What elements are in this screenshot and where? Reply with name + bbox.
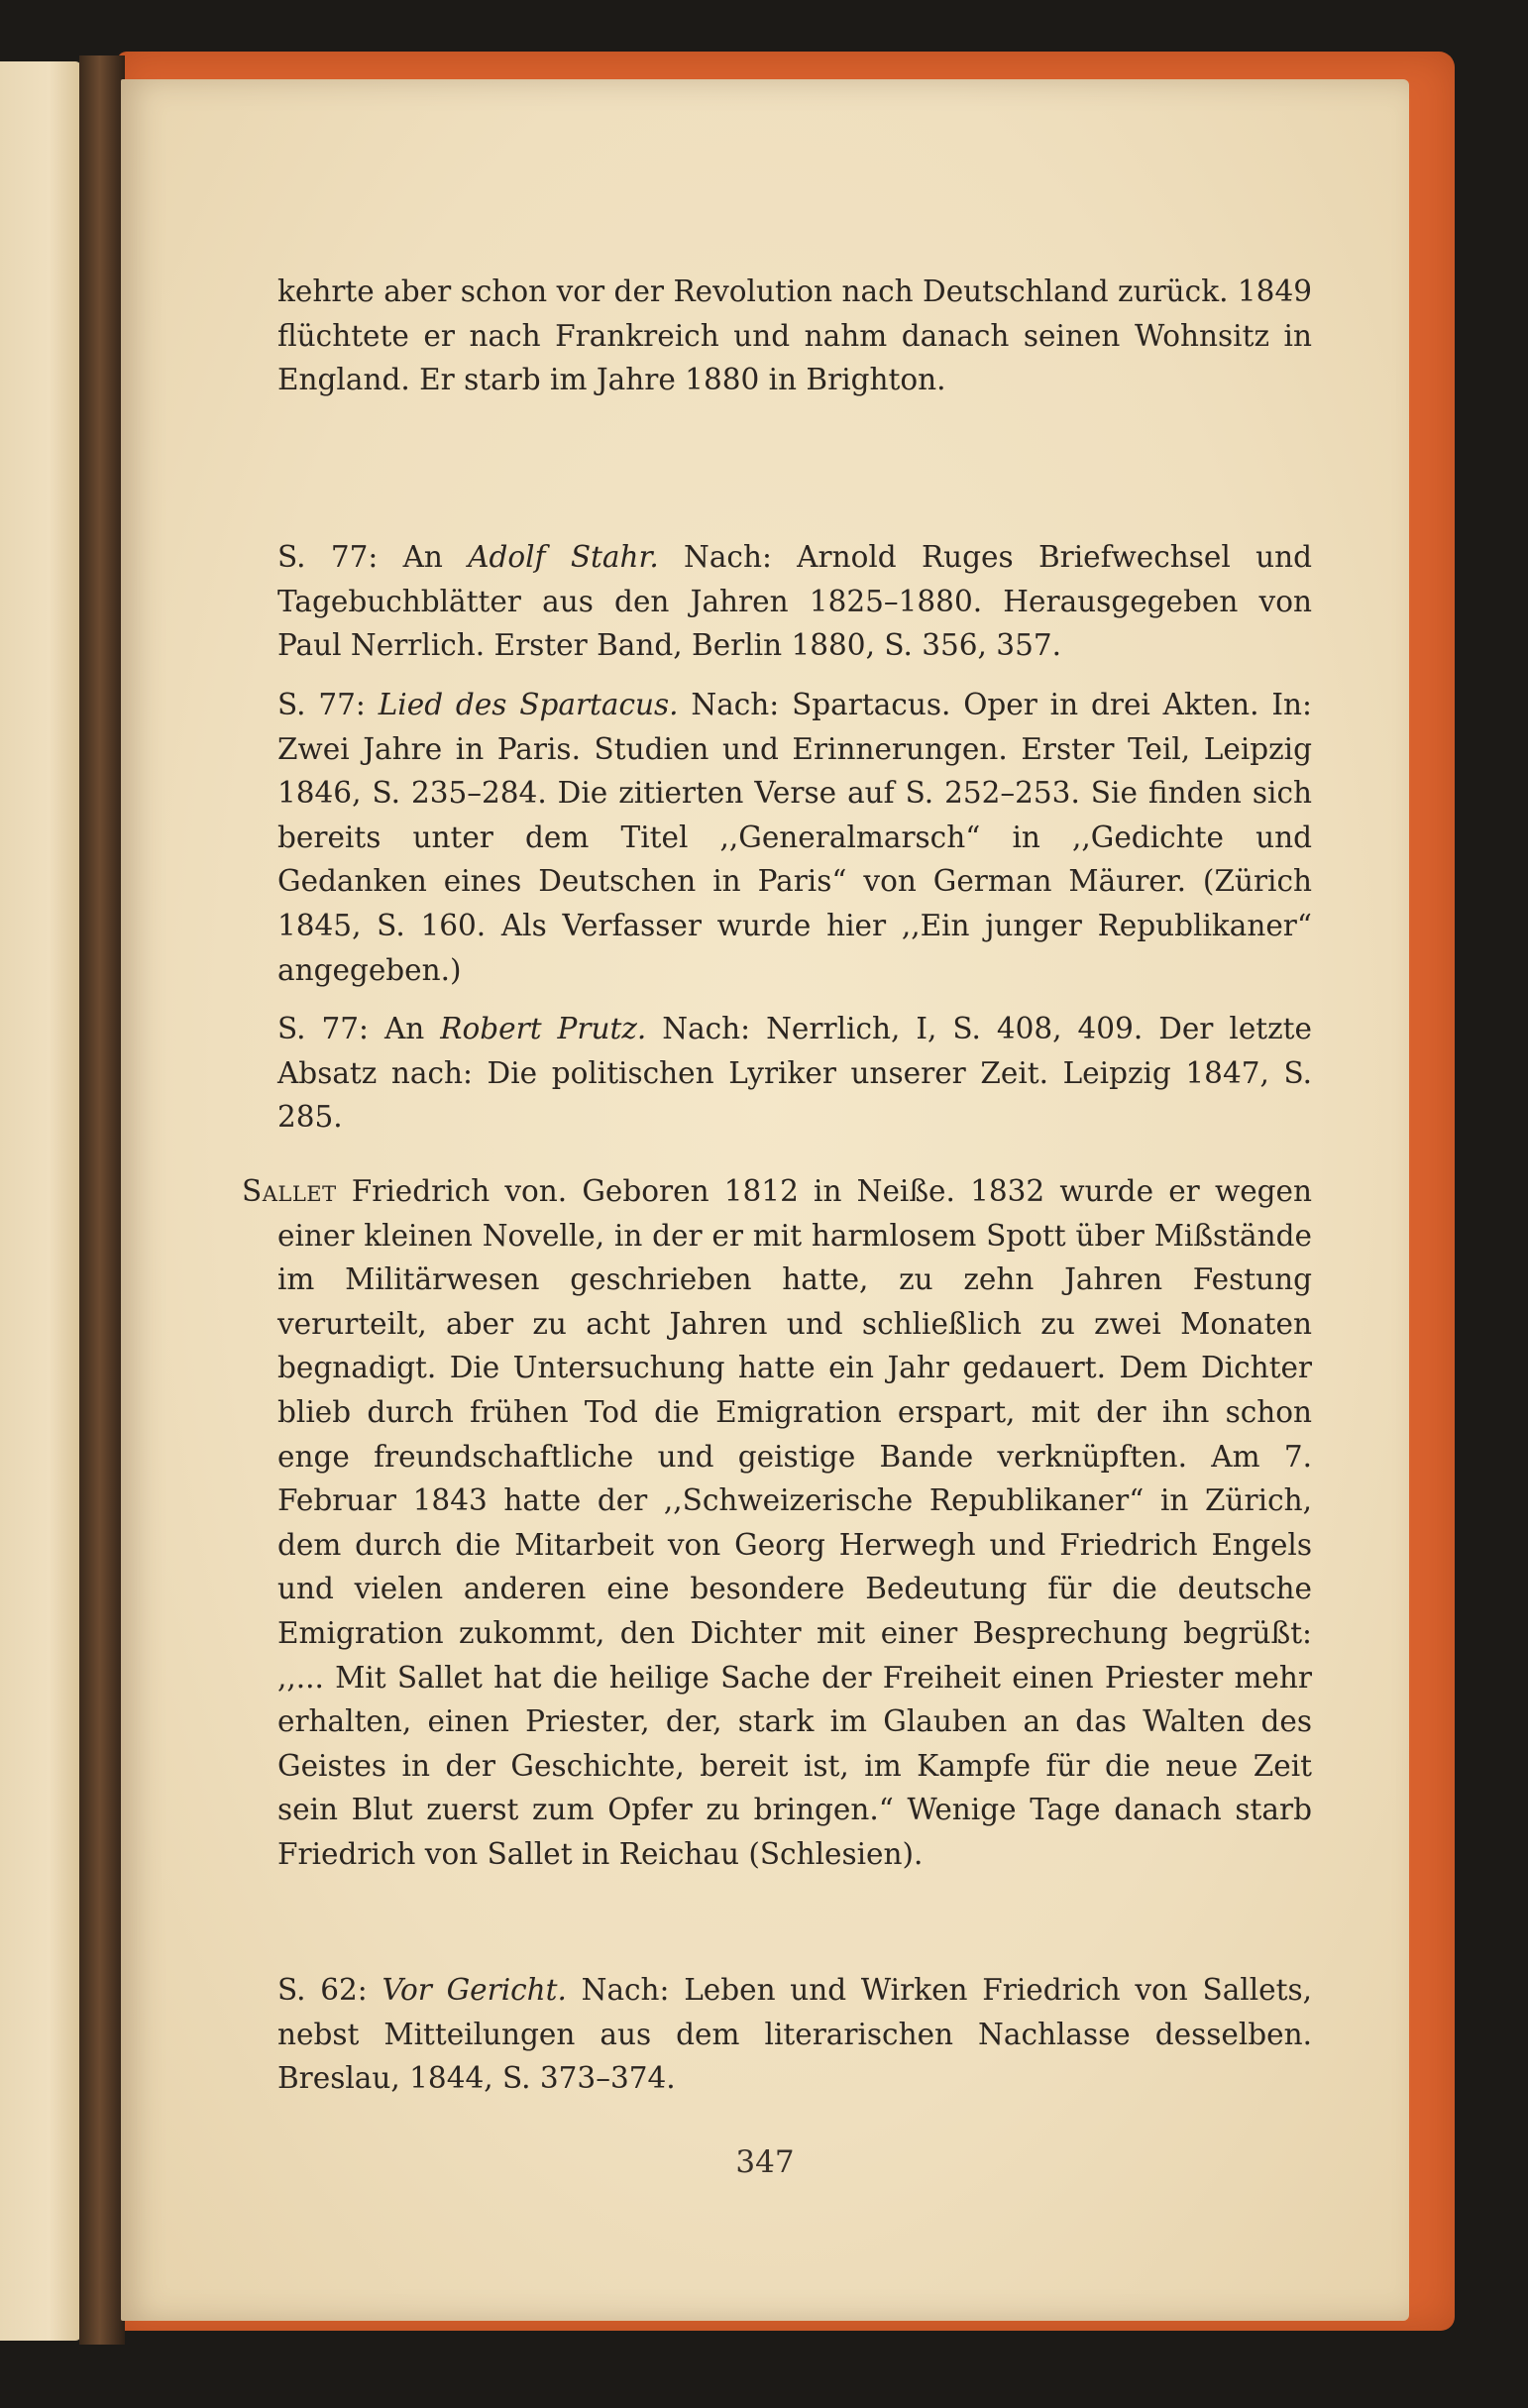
note-reference: S. 62: bbox=[277, 1973, 382, 2007]
entry-text: kehrte aber schon vor der Revolution nach Deutschland zurück. 1849 flüchtete er nach Frankreich und nahm danach seinen Wohnsitz in England. Er starb im Jahre 1880 in Brighton. bbox=[277, 274, 1312, 397]
note-title: Adolf Stahr. bbox=[468, 540, 659, 574]
entry-note-prutz bbox=[277, 1007, 1312, 1140]
book-page bbox=[121, 79, 1409, 2321]
note-reference: S. 77: An bbox=[277, 1012, 441, 1045]
book-gutter bbox=[79, 55, 125, 2345]
entry-note-stahr bbox=[277, 535, 1312, 668]
note-text: Nach: Arnold Ruges Briefwechsel und Tagebuchblätter aus den Jahren 1825–1880. Herausgegeben von Paul Nerrlich. Erster Band, Berlin 1880, S. 356, 357. bbox=[277, 540, 1312, 663]
note-text: Nach: Spartacus. Oper in drei Akten. In: Zwei Jahre in Paris. Studien und Erinnerungen. Erster Teil, Leipzig 1846, S. 235–284. Die zitierten Verse auf S. 252–253. Sie finden sich bereits unter dem Titel ,,Generalmarsch“ in ,,Gedichte und Gedanken eines Deutschen in Paris“ von German Mäurer. (Zürich 1845, S. 160. Als Verfasser wurde hier ,,Ein junger Republikaner“ angegeben.) bbox=[277, 688, 1312, 987]
note-title: Vor Gericht. bbox=[382, 1973, 567, 2007]
note-title: Lied des Spartacus. bbox=[378, 688, 679, 721]
left-page-edge bbox=[0, 61, 81, 2341]
entry-note-spartacus bbox=[277, 683, 1312, 992]
note-text: Nach: Nerrlich, I, S. 408, 409. Der letzte Absatz nach: Die politischen Lyriker unserer Zeit. Leipzig 1847, S. 285. bbox=[277, 1012, 1312, 1135]
page-number: 347 bbox=[735, 2144, 795, 2180]
note-title: Robert Prutz. bbox=[440, 1012, 647, 1045]
page-text bbox=[121, 79, 1409, 2321]
note-reference: S. 77: bbox=[277, 688, 379, 721]
entry-name: Sallet bbox=[242, 1174, 337, 1208]
note-reference: S. 77: An bbox=[277, 540, 469, 574]
entry-sallet bbox=[242, 1169, 1312, 1877]
entry-text: Friedrich von. Geboren 1812 in Neiße. 1832 wurde er wegen einer kleinen Novelle, in der er mit harmlosem Spott über Mißstände im Militärwesen geschrieben hatte, zu zehn Jahren Festung verurteilt, aber zu acht Jahren und schließlich zu zwei Monaten begnadigt. Die Untersuchung hatte ein Jahr gedauert. Dem Dichter blieb durch frühen Tod die Emigration erspart, mit der ihn schon enge freundschaftliche und geistige Bande verknüpften. Am 7. Februar 1843 hatte der ,,Schweizerische Republikaner“ in Zürich, dem durch die Mitarbeit von Georg Herwegh und Friedrich Engels und vielen anderen eine besondere Bedeutung für die deutsche Emigration zukommt, den Dichter mit einer Besprechung begrüßt: ,,... Mit Sallet hat die heilige Sache der Freiheit einen Priester mehr erhalten, einen Priester, der, stark im Glauben an das Walten des Geistes in der Geschichte, bereit ist, im Kampfe für die neue Zeit sein Blut zuerst zum Opfer zu bringen.“ Wenige Tage danach starb Friedrich von Sallet in Reichau (Schlesien). bbox=[277, 1174, 1312, 1871]
note-text: Nach: Leben und Wirken Friedrich von Sallets, nebst Mitteilungen aus dem literarischen Nachlasse desselben. Breslau, 1844, S. 373–374. bbox=[277, 1973, 1312, 2096]
entry-continuation bbox=[277, 270, 1312, 402]
entry-note-gericht bbox=[277, 1968, 1312, 2101]
